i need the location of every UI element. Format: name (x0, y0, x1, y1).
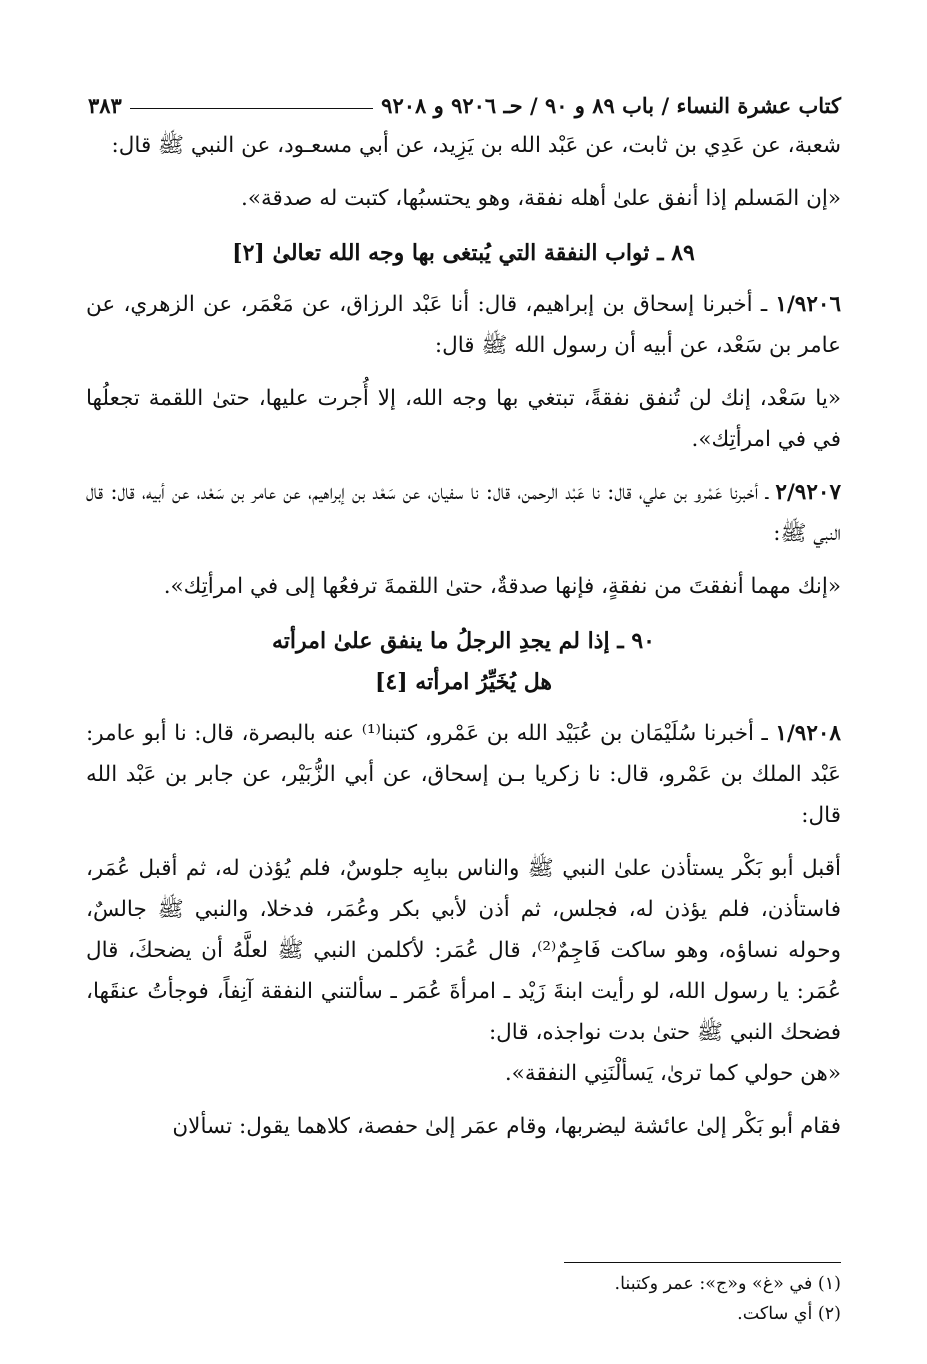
hadith-quote-9206: «يا سَعْد، إنك لن تُنفق نفقةً، تبتغي بها وجه الله، إلا أُجرت عليها، حتىٰ اللقمة تجعلُها في في امرأتِك». (86, 386, 841, 452)
header-rule (130, 108, 373, 109)
hadith-quote-9205: «إن المَسلم إذا أنفق علىٰ أهله نفقة، وهو يحتسبُها، كتبت له صدقة». (241, 186, 841, 211)
hadith-number: ١/٩٢٠٦ (775, 292, 841, 317)
paragraph-last: فقام أبو بَكْر إلىٰ عائشة ليضربها، وقام عمَر إلىٰ حفصة، كلاهما يقول: تسألان (172, 1114, 841, 1139)
hadith-9208 (86, 713, 841, 836)
hadith-quote-9207: «إنك مهما أنفقتَ من نفقةٍ، فإنها صدقةٌ، حتىٰ اللقمةَ ترفعُها إلى في امرأتِك». (163, 574, 841, 599)
hadith-9207 (86, 472, 841, 554)
hadith-narrative-9208: أقبل أبو بَكْر يستأذن علىٰ النبي ﷺ والناس ببابِه جلوسٌ، فلم يُؤذن له، ثم أقبل عُمَر، فاستأذن، فلم يؤذن له، فجلس، ثم أذن لأبي بكر وعُمَر، فدخلا، والنبي ﷺ جالسٌ، وحوله نساؤه، وهو ساكت فَاجِمٌ⁽²⁾، قال عُمَر: لأكلمن النبي ﷺ لعلَّهُ أن يضحكَ، قال عُمَر: يا رسول الله، لو رأيت ابنةَ زَيْد ـ امرأةَ عُمَر ـ سألتني النفقة آنِفاً، فوجأتُ عنقَها، فضحك النبي ﷺ حتىٰ بدت نواجذه، قال: (86, 856, 841, 1045)
footnote-1: (١) في «غ» و«ج»: عمر وكتبنا. (614, 1274, 841, 1294)
chapter-heading-90-line1: ٩٠ ـ إذا لم يجدِ الرجلُ ما ينفق علىٰ امرأته (271, 628, 655, 654)
footnote-rule (564, 1262, 841, 1263)
running-header (88, 82, 841, 118)
hadith-isnad: ـ أخبرنا سُلَيْمَان بن عُبَيْد الله بن عَمْرو، كتبنا⁽¹⁾ عنه بالبصرة، قال: نا أبو عامر: عَبْد الملك بن عَمْرو، قال: نا زكريا بـن إسحاق، عن أبي الزُّبَيْر، عن جابر بن عَبْد الله قال: (86, 721, 841, 828)
hadith-9206 (86, 284, 841, 366)
hadith-isnad: ـ أخبرنا عَمْرو بن علي، قال: نا عَبْد الرحمن، قال: نا سفيان، عن سَعْد بن إبراهيم، عن عامر بن سَعْد، عن أبيه، قال: قال النبي ﷺ: (86, 480, 841, 546)
hadith-quote-9208: «هن حولي كما ترىٰ، يَسألْنَنِي النفقة». (504, 1061, 841, 1086)
hadith-number: ١/٩٢٠٨ (775, 721, 841, 746)
chapter-heading-89: ٨٩ ـ ثواب النفقة التي يُبتغى بها وجه الله تعالىٰ [٢] (232, 240, 695, 266)
hadith-number: ٢/٩٢٠٧ (775, 480, 841, 505)
running-title: كتاب عشرة النساء / باب ٨٩ و ٩٠ / حـ ٩٢٠٦ و ٩٢٠٨ (381, 93, 841, 118)
paragraph-continuation: شعبة، عن عَدِي بن ثابت، عن عَبْد الله بن يَزِيد، عن أبي مسعـود، عن النبي ﷺ قال: (111, 133, 841, 158)
chapter-heading-90-line2: هل يُخَيِّرُ امرأته [٤] (374, 669, 553, 695)
footnote-2: (٢) أي ساكت. (737, 1304, 841, 1324)
hadith-isnad: ـ أخبرنا إسحاق بن إبراهيم، قال: أنا عَبْد الرزاق، عن مَعْمَر، عن الزهري، عن عامر بن سَعْد، عن أبيه أن رسول الله ﷺ قال: (86, 292, 841, 358)
page-body (86, 125, 841, 1147)
footnotes (86, 1262, 841, 1329)
page-number: ٣٨٣ (88, 93, 122, 118)
